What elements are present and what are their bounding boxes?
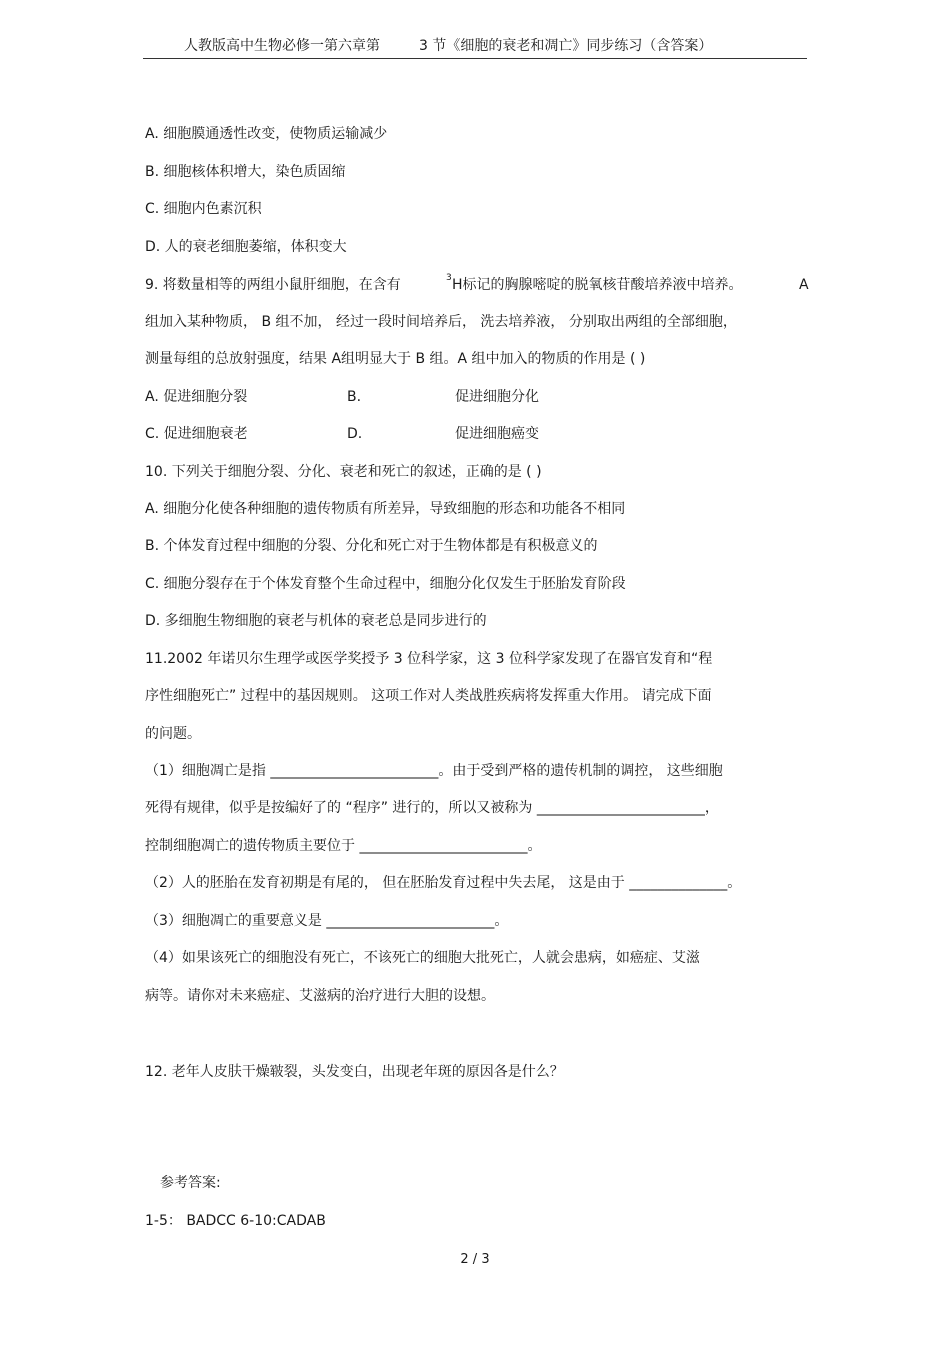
q9-option-a: A. 促进细胞分裂 xyxy=(145,389,248,405)
q11-part3: （3）细胞凋亡的重要意义是 ________________________。 xyxy=(145,913,509,929)
q9-option-d-text: 促进细胞癌变 xyxy=(455,426,539,442)
q8-option-d: D. 人的衰老细胞萎缩，体积变大 xyxy=(145,239,347,255)
header-right-text: 3 节《细胞的衰老和凋亡》同步练习（含答案） xyxy=(419,38,713,54)
q9-stem-line2: 组加入某种物质， B 组不加， 经过一段时间培养后， 洗去培养液， 分别取出两组的全部细胞， xyxy=(145,314,737,330)
q9-option-c: C. 促进细胞衰老 xyxy=(145,426,248,442)
q11-part4-line1: （4）如果该死亡的细胞没有死亡，不该死亡的细胞大批死亡，人就会患病，如癌症、艾滋 xyxy=(145,950,700,966)
q11-part1-line3: 控制细胞凋亡的遗传物质主要位于 ________________________。 xyxy=(145,838,542,854)
q11-part4-line2: 病等。请你对未来癌症、艾滋病的治疗进行大胆的设想。 xyxy=(145,988,495,1004)
q11-stem-line1: 11.2002 年诺贝尔生理学或医学奖授予 3 位科学家，这 3 位科学家发现了在器官发育和“程 xyxy=(145,651,713,667)
q11-stem-line3: 的问题。 xyxy=(145,726,201,742)
answers-title: 参考答案: xyxy=(160,1175,221,1191)
q9-option-b-text: 促进细胞分化 xyxy=(455,389,539,405)
q8-option-b: B. 细胞核体积增大，染色质固缩 xyxy=(145,164,346,180)
q12-stem: 12. 老年人皮肤干燥皲裂，头发变白，出现老年斑的原因各是什么？ xyxy=(145,1064,564,1080)
q10-option-c: C. 细胞分裂存在于个体发育整个生命过程中，细胞分化仅发生于胚胎发育阶段 xyxy=(145,576,626,592)
q11-stem-line2: 序性细胞死亡” 过程中的基因规则。 这项工作对人类战胜疾病将发挥重大作用。 请完成下面 xyxy=(145,688,712,704)
q11-part1-line1: （1）细胞凋亡是指 ________________________。由于受到严格的遗传机制的调控， 这些细胞 xyxy=(145,763,723,779)
q9-stem-part2: H标记的胸腺嘧啶的脱氧核苷酸培养液中培养。 xyxy=(452,277,743,293)
q11-part1-line2: 死得有规律，似乎是按编好了的 “程序” 进行的，所以又被称为 ________________________， xyxy=(145,800,719,816)
answers-line: 1-5： BADCC 6-10:CADAB xyxy=(145,1213,326,1229)
q9-stem-part3: A xyxy=(799,277,809,293)
q9-option-b-letter: B. xyxy=(347,389,362,405)
q10-option-b: B. 个体发育过程中细胞的分裂、分化和死亡对于生物体都是有积极意义的 xyxy=(145,538,598,554)
q9-option-d-letter: D. xyxy=(347,426,363,442)
q9-superscript: 3 xyxy=(446,273,452,283)
header-left-text: 人教版高中生物必修一第六章第 xyxy=(184,38,380,54)
q9-stem-part1: 9. 将数量相等的两组小鼠肝细胞，在含有 xyxy=(145,277,401,293)
q10-stem: 10. 下列关于细胞分裂、分化、衰老和死亡的叙述，正确的是 ( ) xyxy=(145,464,542,480)
q10-option-d: D. 多细胞生物细胞的衰老与机体的衰老总是同步进行的 xyxy=(145,613,487,629)
q8-option-c: C. 细胞内色素沉积 xyxy=(145,201,262,217)
q11-part2: （2）人的胚胎在发育初期是有尾的， 但在胚胎发育过程中失去尾， 这是由于 ______________。 xyxy=(145,875,742,891)
q9-stem-line3: 测量每组的总放射强度，结果 A组明显大于 B 组。A 组中加入的物质的作用是 ( ) xyxy=(145,351,646,367)
page-number: 2 / 3 xyxy=(460,1252,490,1267)
q8-option-a: A. 细胞膜通透性改变，使物质运输减少 xyxy=(145,126,388,142)
page-header xyxy=(143,36,807,59)
q10-option-a: A. 细胞分化使各种细胞的遗传物质有所差异，导致细胞的形态和功能各不相同 xyxy=(145,501,626,517)
